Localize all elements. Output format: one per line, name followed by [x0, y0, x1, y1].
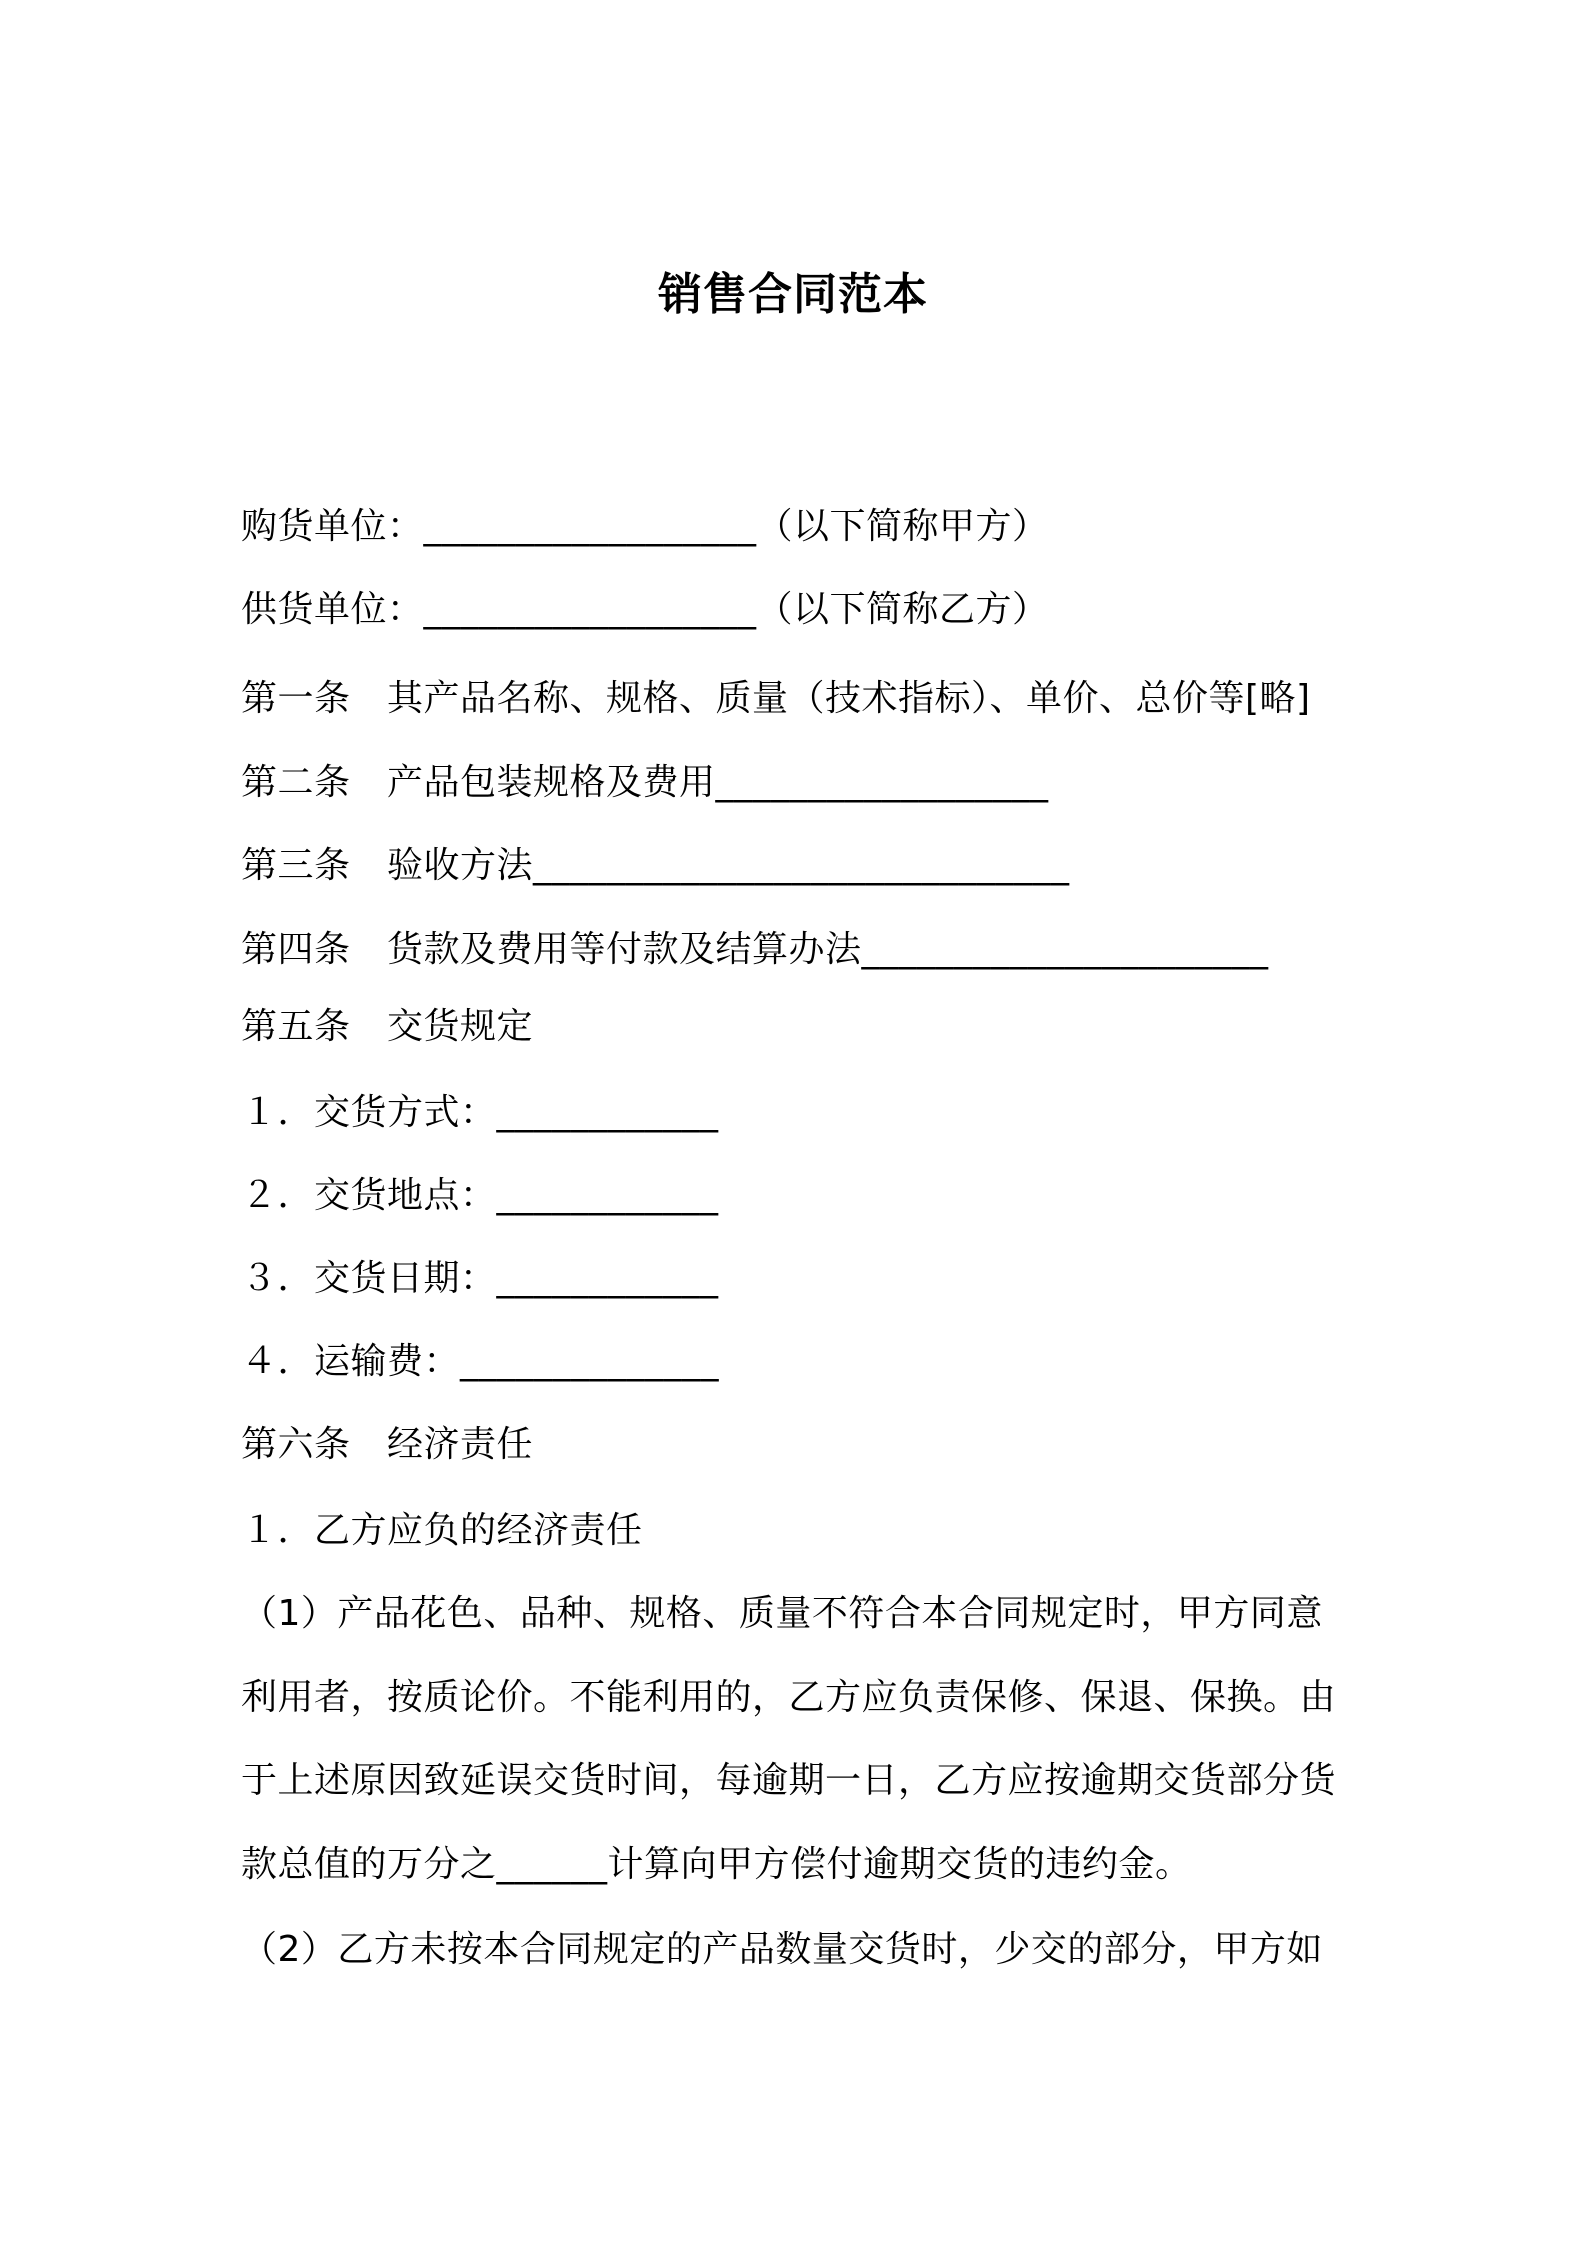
article-2: 第二条 产品包装规格及费用__________________	[241, 762, 1049, 803]
clause-1-line-3: 于上述原因致延误交货时间，每逾期一日，乙方应按逾期交货部分货	[241, 1760, 1337, 1801]
supplier-unit-line: 供货单位：__________________（以下简称乙方）	[241, 589, 1049, 630]
clause-1-line-1: （1）产品花色、品种、规格、质量不符合本合同规定时，甲方同意	[241, 1593, 1323, 1634]
clause-1-line-4: 款总值的万分之______计算向甲方偿付逾期交货的违约金。	[241, 1844, 1192, 1885]
delivery-location-line: ２．交货地点：____________	[241, 1175, 719, 1216]
transport-fee-line: ４．运输费：______________	[241, 1341, 720, 1382]
clause-2-line-1: （2）乙方未按本合同规定的产品数量交货时，少交的部分，甲方如	[241, 1929, 1323, 1970]
article-5-heading: 第五条 交货规定	[241, 1006, 534, 1047]
article-3: 第三条 验收方法_____________________________	[241, 845, 1070, 886]
article-1: 第一条 其产品名称、规格、质量（技术指标）、单价、总价等[略]	[241, 678, 1311, 719]
buyer-unit-line: 购货单位：__________________（以下简称甲方）	[241, 506, 1049, 547]
clause-1-line-2: 利用者，按质论价。不能利用的，乙方应负责保修、保退、保换。由	[241, 1677, 1337, 1718]
document-title: 销售合同范本	[658, 269, 928, 320]
article-6-heading: 第六条 经济责任	[241, 1424, 534, 1465]
delivery-method-line: １．交货方式：____________	[241, 1092, 719, 1133]
delivery-date-line: ３．交货日期：____________	[241, 1258, 719, 1299]
party-b-liability-heading: １．乙方应负的经济责任	[241, 1510, 643, 1551]
article-4: 第四条 货款及费用等付款及结算办法______________________	[241, 929, 1269, 970]
